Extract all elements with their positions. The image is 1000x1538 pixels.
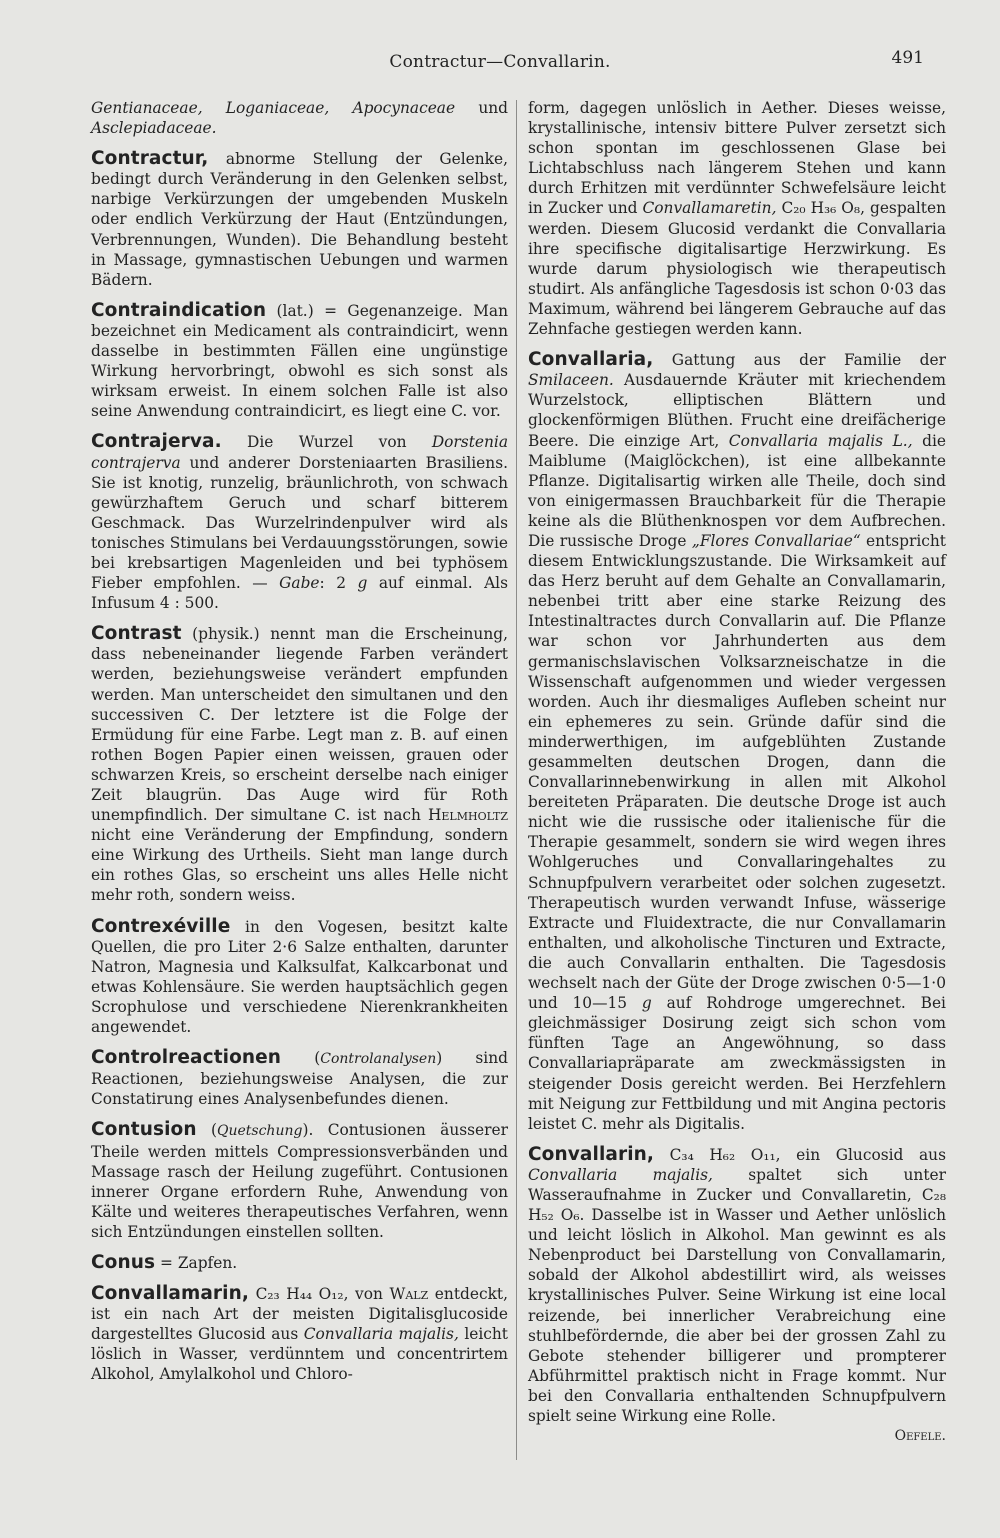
entry-contractur [91, 149, 508, 290]
unit-gram: g [357, 574, 368, 593]
entry-text: ( [281, 1049, 321, 1068]
entry-text: Ausdauernde Kräuter mit kriechendem Wurzelstock, elliptischen Blättern und glockenförmigen Blüthen. Frucht eine dreifächerige Beere. Die einzige Art, [528, 371, 946, 450]
headword-contusion: Contusion [91, 1119, 197, 1141]
dose-label: Gabe [279, 574, 320, 593]
species-name: Convallaria majalis, [303, 1325, 459, 1344]
entry-text: entspricht diesem Entwicklungszustande. Die Wirksamkeit auf das Herz beruht auf dem Gehalte an Convallamarin, nebenbei tritt aber eine starke Reizung des Intestinaltractes durch Convallarin auf. Die Pflanze war schon vor Jahrhunderten aus dem germanischslavischen Volksarzneischatze in die Wissenschaft aufgenommen und wieder vergessen worden. Auch ihr diesmaliges Aufleben scheint nur ein ephemeres zu sein. Gründe dafür sind die minderwerthigen, im aufgeblühten Zustande gesammelten deutschen Drogen, dann die Convallarinnebenwirkung in allen mit Alkohol bereiteten Präparaten. Die deutsche Droge ist auch nicht wie die russische oder italienische für die Therapie gesammelt, sondern sie wird wegen ihres Wohlgeruches und Convallaringehaltes zu Schnupfpulvern verarbeitet oder solchen zugesetzt. Therapeutisch wurden verwandt Infuse, wässerige Extracte und Fluidextracte, die nur Convallamarin enthalten, und alkoholische Tincturen und Extracte, die auch Convallarin enthalten. Die Tagesdosis wechselt nach der Güte der Droge zwischen 0·5—1·0 und 10—15 [528, 531, 946, 1013]
entry-text: : 2 [319, 574, 358, 593]
person-name: Walz [389, 1285, 429, 1304]
species-name: Convallaria majalis, [528, 1165, 713, 1184]
compound-name: Convallamaretin, [642, 199, 777, 218]
headword-convallaria: Convallaria, [528, 349, 654, 371]
entry-text: C₂₀ H₃₆ O₈, gespalten werden. Diesem Glucosid verdankt die Convallaria ihre specifische digitalisartige Herzwirkung. Es wurde darum physiologisch wie therapeutisch studirt. Als anfängliche Tagesdosis ist schon 0·03 das Maximum, während bei längerem Gebrauche auf das Zehnfache gestiegen werden kann. [528, 199, 946, 339]
unit-gram: g [641, 994, 652, 1013]
entry-text: nicht eine Veränderung der Empfindung, sondern eine Wirkung des Urtheils. Sieht man lange durch ein rothes Glas, so erscheint uns alles Helle nicht mehr roth, sondern weiss. [91, 826, 508, 905]
family-name: Smilaceen. [528, 371, 614, 390]
running-title: Contractur—Convallarin. [389, 52, 611, 72]
entry-text: (physik.) nennt man die Erscheinung, dass nebeneinander liegende Farben verändert werden, beziehungsweise verändert empfunden werden. Man unterscheidet den simultanen und den successiven C. Der letztere ist die Folge der Ermüdung für eine Farbe. Legt man z. B. auf einen rothen Bogen Papier einen weissen, grauen oder schwarzen Kreis, so erscheint derselbe nach einiger Zeit blaugrün. Das Auge wird für Roth unempfindlich. Der simultane C. ist nach [91, 625, 508, 825]
headword-contraindication: Contraindication [91, 299, 267, 321]
entry-conus [91, 1253, 508, 1273]
entry-text: in den Vogesen, besitzt kalte Quellen, die pro Liter 2·6 Salze enthalten, darunter Natron, Magnesia und Kalksulfat, Kalkcarbonat und etwas Kohlensäure. Sie werden hauptsächlich gegen Scrophulose und verschiedene Nierenkrankheiten angewendet. [91, 917, 508, 1037]
entry-text: Gattung aus der Familie der [653, 351, 946, 370]
entry-contrexeville [91, 917, 508, 1038]
entry-text: Die Wurzel von [221, 433, 432, 452]
synonym: Quetschung [217, 1123, 303, 1140]
entry-text: entdeckt, ist ein nach Art der meisten Digitalisglucoside dargestelltes Glucosid aus [91, 1285, 508, 1344]
entry-contusion [91, 1120, 508, 1242]
drug-name: „Flores Convallariae“ [691, 531, 861, 550]
entry-text: ). Contusionen äusserer Theile werden mittels Compressionsverbänden und Massage rasch der Heilung zugeführt. Contusionen innerer Organe erfordern Ruhe, Anwendung von Kälte und weiteres therapeutisches Verfahren, wenn sich Entzündungen einstellen sollten. [91, 1121, 508, 1241]
headword-contrajerva: Contrajerva. [91, 431, 222, 453]
family-name-asclepiadaceae: Asclepiadaceae. [91, 119, 217, 138]
species-name: Convallaria majalis L., [728, 431, 913, 450]
entry-text: ) sind Reactionen, beziehungsweise Analysen, die zur Constatirung eines Analysenbefundes dienen. [91, 1049, 508, 1109]
headword-controlreactionen: Controlreactionen [91, 1047, 282, 1069]
entry-convallarin [528, 1145, 946, 1446]
entry-text: auf Rohdroge umgerechnet. Bei gleichmässiger Dosirung zeigt sich schon vom fünften Tage an Angewöhnung, so dass Convallariapräparate am zweckmässigsten in steigender Dosis gereicht werden. Bei Herzfehlern mit Neigung zur Fettbildung und mit Angina pectoris leistet C. mehr als Digitalis. [528, 994, 946, 1133]
species-name: Dorstenia contrajerva [91, 433, 508, 472]
entry-text: = Zapfen. [155, 1253, 238, 1272]
headword-contrexeville: Contrexéville [91, 915, 231, 937]
headword-conus: Conus [91, 1251, 156, 1273]
entry-text: leicht löslich in Wasser, verdünntem und concentrirtem Alkohol, Amylalkohol und Chloro- [91, 1325, 508, 1384]
entry-contrajerva [91, 432, 508, 613]
entry-text: und anderer Dorsteniaarten Brasiliens. Sie ist knotig, runzelig, bräunlichroth, von schwach gewürzhaftem Geruch und scharf bitterem Geschmack. Das Wurzelrindenpulver wird als tonisches Stimulans bei Verdauungsstörungen, sowie bei krebsartigen Magenleiden und bei typhösem Fieber empfohlen. — [91, 453, 508, 593]
family-names: Gentianaceae, Loganiaceae, Apocynaceae [91, 99, 456, 117]
entry-text: auf einmal. Als Infusum 4 : 500. [91, 574, 509, 613]
entry-convallamarin [91, 1284, 508, 1384]
page-number: 491 [891, 48, 924, 68]
person-name: Helmholtz [427, 806, 508, 825]
headword-convallarin: Convallarin, [528, 1143, 655, 1165]
entry-convallamarin-continued [528, 98, 946, 339]
entry-intro-continuation [91, 98, 508, 138]
entry-controlreactionen [91, 1048, 508, 1109]
intro-text: und [455, 99, 509, 117]
headword-contractur: Contractur, [91, 148, 209, 170]
entry-text: form, dagegen unlöslich in Aether. Dieses weisse, krystallinische, intensiv bittere Pulver zersetzt sich schon spontan im geschlossenen Glase bei Lichtabschluss nach längerem Stehen und kann durch Erhitzen mit verdünnter Schwefelsäure leicht in Zucker und [528, 99, 946, 218]
entry-text: ( [196, 1121, 217, 1140]
left-column [91, 98, 508, 1396]
author-signature: Oefele. [894, 1428, 946, 1445]
synonym: Controlanalysen [320, 1051, 437, 1068]
entry-contrast [91, 624, 508, 905]
headword-convallamarin: Convallamarin, [91, 1283, 249, 1305]
entry-text: C₃₄ H₆₂ O₁₁, ein Glucosid aus [654, 1145, 946, 1164]
entry-text: abnorme Stellung der Gelenke, bedingt durch Veränderung in den Gelenken selbst, narbige Verkürzungen der umgebenden Muskeln oder endlich Verkürzung der Haut (Entzündungen, Verbrennungen, Wunden). Die Behandlung besteht in Massage, gymnastischen Uebungen und warmen Bädern. [91, 150, 508, 289]
entry-text: von [348, 1285, 390, 1304]
entry-contraindication [91, 301, 508, 422]
entry-text: (lat.) = Gegenanzeige. Man bezeichnet ein Medicament als contraindicirt, wenn dasselbe in bestimmten Fällen eine ungünstige Wirkung hervorbringt, obwohl es sich sonst als wirksam erweist. In einem solchen Falle ist also seine Anwendung contraindicirt, es liegt eine C. vor. [91, 301, 508, 421]
entry-text: spaltet sich unter Wasseraufnahme in Zucker und Convallaretin, C₂₈ H₅₂ O₆. Dasselbe ist in Wasser und Aether unlöslich und leicht löslich in Alkohol. Man gewinnt es als Nebenproduct bei Darstellung von Convallamarin, sobald der Alkohol abdestillirt wird, als weisses krystallinisches Pulver. Seine Wirkung ist eine local reizende, bei innerlicher Verabreichung eine stuhlbefördernde, die aber bei der grossen Zahl zu Gebote stehender billigerer und prompterer Abführmittel praktisch nicht in Frage kommt. Nur bei den Convallaria enthaltenden Schnupfpulvern spielt seine Wirkung eine Rolle. [528, 1165, 946, 1425]
column-divider [516, 100, 517, 1460]
entry-convallaria [528, 350, 946, 1134]
right-column [528, 98, 946, 1457]
headword-contrast: Contrast [91, 623, 182, 645]
entry-text: die Maiblume (Maiglöckchen), ist eine allbekannte Pflanze. Digitalisartig wirken alle Theile, doch sind von einigermassen Brauchbarkeit für die Therapie keine als die Blüthenknospen vor dem Aufbrechen. Die russische Droge [528, 431, 946, 550]
chemical-formula: C₂₃ H₄₄ O₁₂, [249, 1285, 349, 1304]
